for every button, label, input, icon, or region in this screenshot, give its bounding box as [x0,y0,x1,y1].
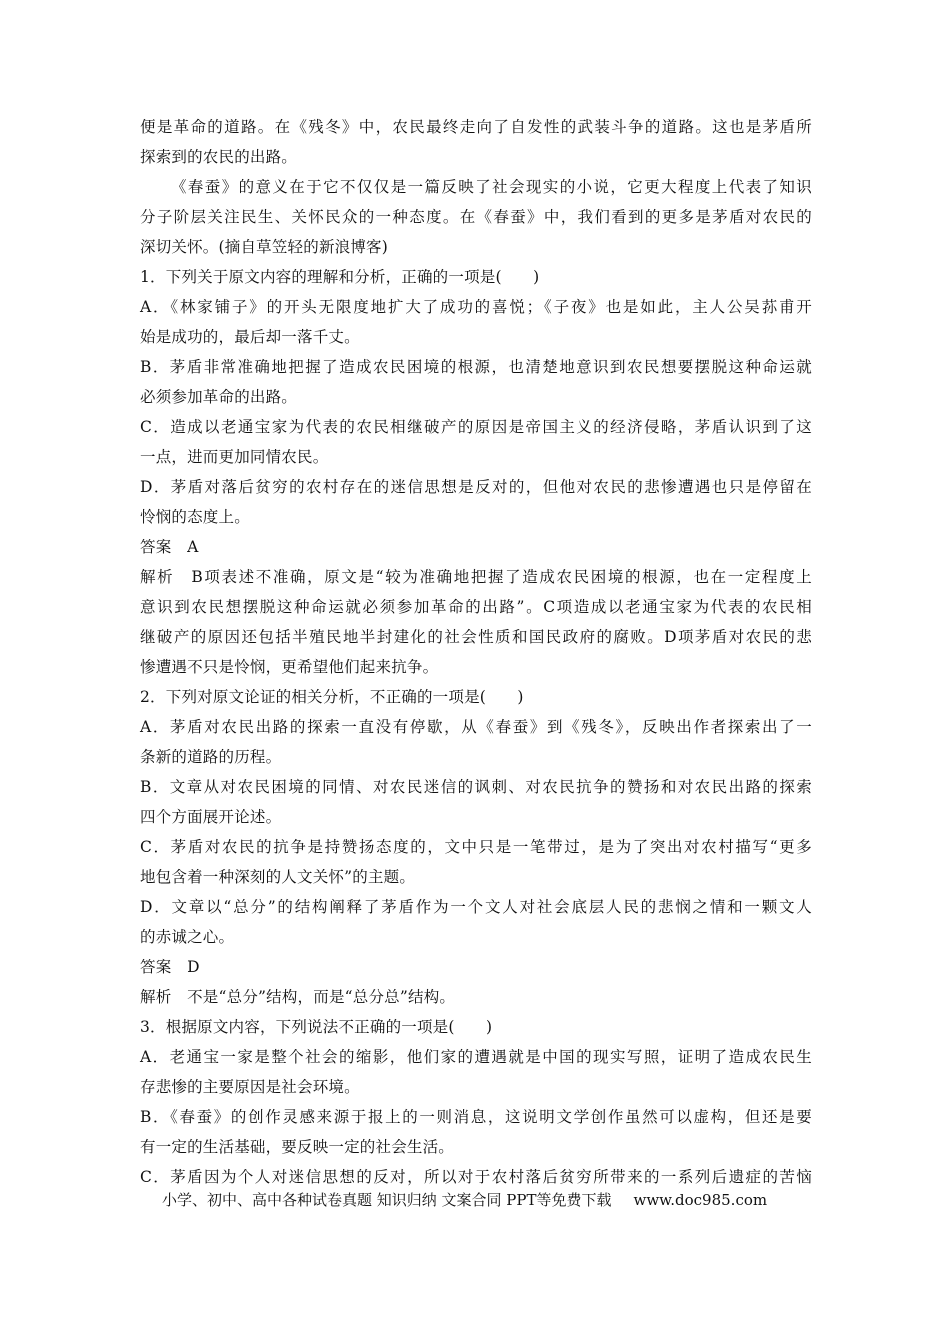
text-line: 地包含着一种深刻的人文关怀”的主题。 [140,868,416,886]
text-line: D．文章以“总分”的结构阐释了茅盾作为一个文人对社会底层人民的悲悯之情和一颗文人 [140,898,812,916]
text-line: 必须参加革命的出路。 [140,388,298,406]
text-line: 始是成功的，最后却一落千丈。 [140,328,360,346]
text-line: A．老通宝一家是整个社会的缩影，他们家的遭遇就是中国的现实写照，证明了造成农民生 [140,1048,812,1066]
text-line: 解析 不是“总分”结构，而是“总分总”结构。 [140,988,456,1006]
footer-text: 小学、初中、高中各种试卷真题 知识归纳 文案合同 PPT等免费下载 [162,1191,612,1209]
text-line: 存悲惨的主要原因是社会环境。 [140,1078,360,1096]
text-line: D．茅盾对落后贫穷的农村存在的迷信思想是反对的，但他对农民的悲惨遭遇也只是停留在 [140,478,812,496]
text-line: 四个方面展开论述。 [140,808,282,826]
text-line: C．茅盾对农民的抗争是持赞扬态度的，文中只是一笔带过，是为了突出对农村描写“更多 [140,838,812,856]
text-line: 条新的道路的历程。 [140,748,282,766]
text-line: 分子阶层关注民生、关怀民众的一种态度。在《春蚕》中，我们看到的更多是茅盾对农民的 [140,208,812,226]
document-body [140,112,812,1192]
text-line: 探索到的农民的出路。 [140,148,298,166]
text-line: 深切关怀。(摘自草笠轻的新浪博客) [140,238,388,256]
text-line: 的赤诚之心。 [140,928,235,946]
page-footer [162,1188,812,1212]
text-line: 3．根据原文内容，下列说法不正确的一项是( ) [140,1018,493,1036]
text-line: B．文章从对农民困境的同情、对农民迷信的讽刺、对农民抗争的赞扬和对农民出路的探索 [140,778,812,796]
text-line: A．茅盾对农民出路的探索一直没有停歇，从《春蚕》到《残冬》，反映出作者探索出了一 [140,718,812,736]
text-line: 2．下列对原文论证的相关分析，不正确的一项是( ) [140,688,524,706]
text-line: C．造成以老通宝家为代表的农民相继破产的原因是帝国主义的经济侵略，茅盾认识到了这 [140,418,812,436]
text-line: 便是革命的道路。在《残冬》中，农民最终走向了自发性的武装斗争的道路。这也是茅盾所 [140,118,812,136]
text-line: 有一定的生活基础，要反映一定的社会生活。 [140,1138,455,1156]
text-line: A．《林家铺子》的开头无限度地扩大了成功的喜悦；《子夜》也是如此，主人公吴荪甫开 [140,298,812,316]
text-line: 怜悯的态度上。 [140,508,250,526]
text-line: B．《春蚕》的创作灵感来源于报上的一则消息，这说明文学创作虽然可以虚构，但还是要 [140,1108,812,1126]
text-line: 《春蚕》的意义在于它不仅仅是一篇反映了社会现实的小说，它更大程度上代表了知识 [171,178,812,196]
text-line: 解析 B项表述不准确，原文是“较为准确地把握了造成农民困境的根源，也在一定程度上 [140,568,812,586]
text-line: 答案 D [140,958,200,976]
text-line: 意识到农民想摆脱这种命运就必须参加革命的出路”。C项造成以老通宝家为代表的农民相 [140,598,812,616]
text-line: 答案 A [140,538,199,556]
text-line: C．茅盾因为个人对迷信思想的反对，所以对于农村落后贫穷所带来的一系列后遗症的苦恼 [140,1168,812,1186]
text-line: 继破产的原因还包括半殖民地半封建化的社会性质和国民政府的腐败。D项茅盾对农民的悲 [140,628,812,646]
text-line: 惨遭遇不只是怜悯，更希望他们起来抗争。 [140,658,439,676]
text-line: 1．下列关于原文内容的理解和分析，正确的一项是( ) [140,268,540,286]
text-line: 一点，进而更加同情农民。 [140,448,329,466]
footer-url[interactable]: www.doc985.com [633,1191,768,1209]
text-line: B．茅盾非常准确地把握了造成农民困境的根源，也清楚地意识到农民想要摆脱这种命运就 [140,358,812,376]
